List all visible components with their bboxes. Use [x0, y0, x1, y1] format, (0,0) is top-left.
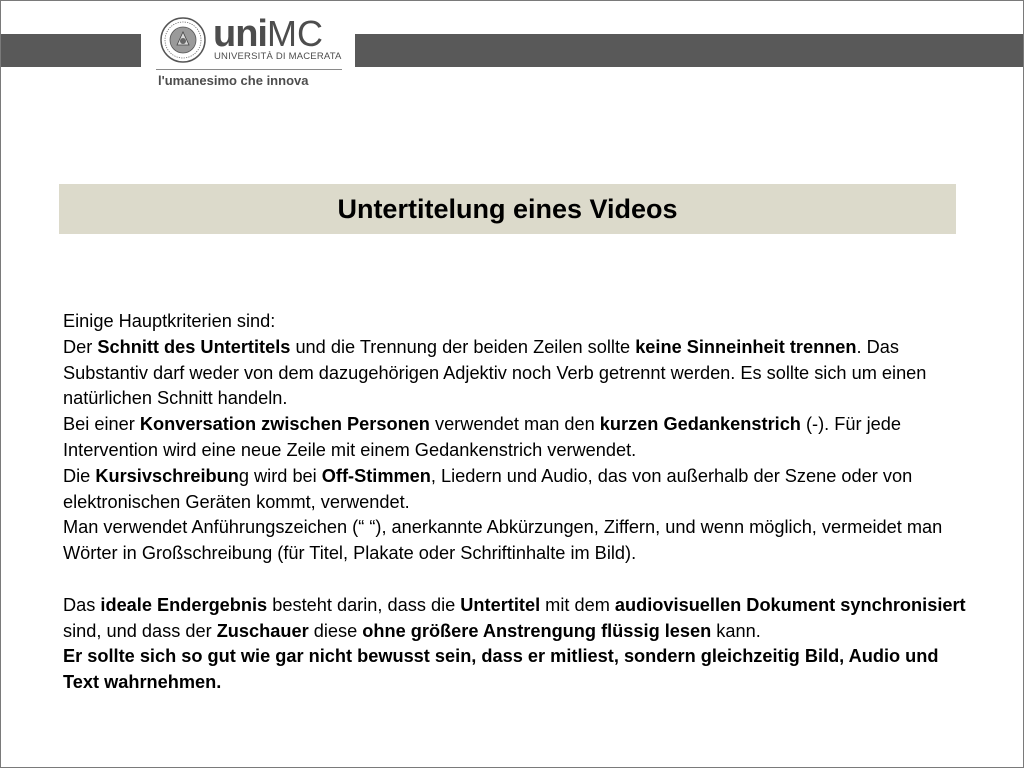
bold-text-run: Untertitel	[460, 594, 541, 615]
text-run: Die	[63, 465, 96, 486]
text-run: sind, und dass der	[63, 620, 217, 641]
header-bar-right	[355, 34, 1023, 67]
bold-text-run: keine Sinneinheit trennen	[635, 336, 857, 357]
text-run: kann.	[711, 620, 761, 641]
paragraph-gap	[63, 567, 968, 593]
body-text	[63, 309, 968, 696]
text-run: g wird bei	[238, 465, 322, 486]
bold-text-run: ideale Endergebnis	[100, 594, 268, 615]
university-seal-icon	[160, 17, 206, 63]
text-run: Das	[63, 594, 101, 615]
text-run: besteht darin, dass die	[267, 594, 461, 615]
text-run: Man verwendet Anführungszeichen (“ “), anerkannte Abkürzungen, Ziffern, und wenn möglich, vermeidet man Wörter in Großschreibung (für Titel, Plakate oder Schriftinhalte im Bild).	[63, 517, 943, 564]
paragraph-quotation	[63, 515, 968, 567]
paragraph-ideal-result	[63, 593, 968, 645]
bold-text-run: Schnitt des Untertitels	[97, 336, 291, 357]
text-run: (-). Für jede Intervention wird eine neue Zeile mit einem Gedankenstrich verwendet.	[63, 414, 901, 460]
text-run: Der	[63, 336, 98, 357]
brand-tagline: l'umanesimo che innova	[158, 73, 309, 88]
university-logo	[156, 13, 346, 91]
paragraph-italics	[63, 464, 968, 516]
text-run: Bei einer	[63, 414, 140, 435]
brand-subtitle: UNIVERSITÀ DI MACERATA	[214, 51, 342, 62]
bold-text-run: audiovisuellen Dokument synchronisiert	[614, 594, 966, 615]
intro-line: Einige Hauptkriterien sind:	[63, 311, 276, 331]
text-run: und die Trennung der beiden Zeilen sollte	[290, 336, 636, 357]
slide-title: Untertitelung eines Videos	[337, 193, 678, 224]
brand-divider	[156, 69, 342, 70]
bold-text-run: Er sollte sich so gut wie gar nicht bewusst sein, dass er mitliest, sondern gleichzeitig Bild, Audio und Text wahrnehmen.	[63, 646, 939, 693]
text-run: mit dem	[540, 594, 615, 615]
bold-text-run: Off-Stimmen	[321, 465, 431, 486]
bold-text-run: ohne größere Anstrengung flüssig lesen	[362, 620, 712, 641]
text-run: diese	[308, 620, 363, 641]
bold-text-run: Zuschauer	[216, 620, 309, 641]
paragraph-conclusion	[63, 644, 968, 696]
bold-text-run: kurzen Gedankenstrich	[599, 414, 801, 435]
bold-text-run: Kursivschreibun	[95, 465, 239, 486]
paragraph-cut	[63, 335, 968, 412]
text-run: verwendet man den	[429, 414, 600, 435]
paragraph-conversation	[63, 412, 968, 464]
text-run: , Liedern und Audio, das von außerhalb der Szene oder von elektronischen Geräten kommt, verwendet.	[63, 465, 913, 512]
text-run: . Das Substantiv darf weder von dem dazugehörigen Adjektiv noch Verb getrennt werden. Es sollte sich um einen natürlichen Schnitt handeln.	[63, 336, 927, 409]
title-band	[59, 184, 956, 234]
bold-text-run: Konversation zwischen Personen	[139, 414, 430, 435]
header-bar-left	[1, 34, 141, 67]
brand-wordmark: uniMC	[213, 13, 323, 55]
